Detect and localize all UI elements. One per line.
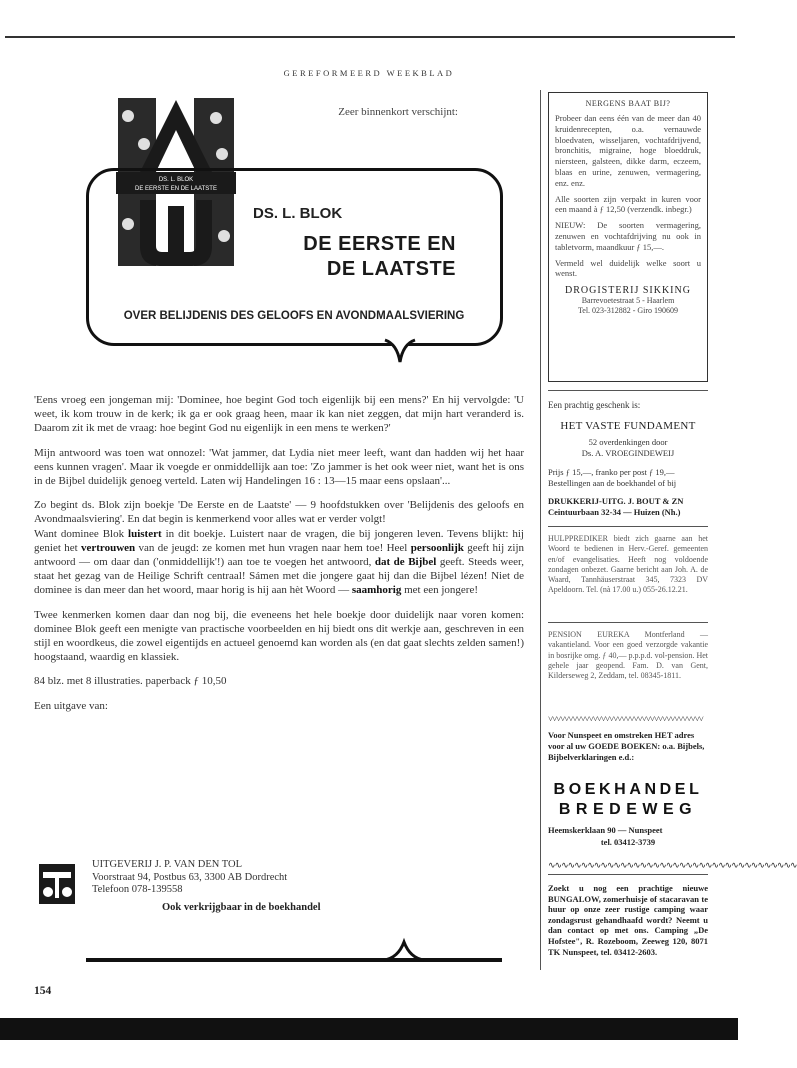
publisher-bout: DRUKKERIJ-UITG. J. BOUT & ZN Ceintuurbaan 32-34 — Huizen (Nh.): [548, 496, 684, 517]
speech-bubble-tail: [385, 340, 415, 362]
emphasis: dat de Bijbel: [374, 556, 437, 569]
boekhandel-phone: tel. 03412-3739: [600, 837, 656, 847]
paragraph: 'Eens vroeg een jongeman mij: 'Dominee, hoe begint God toch eigenlijk bij een mens?' En hij vervolgde: 'U weet, ik kom trouw in de kerk; ik ga er ook graag heen, maar ik kan niet zeggen, dat mijn hart veranderd is. Daarom zit ik met de vraag: hoe begint God nu eigenlijk in een mens te werken?': [34, 394, 524, 435]
page-number: 154: [34, 985, 52, 997]
bottom-bar: [0, 1018, 738, 1040]
book-title-vaste-fundament: HET VASTE FUNDAMENT: [560, 420, 696, 432]
paragraph-emphasis: Want dominee Blok luistert in dit boekje. Luistert naar de vragen, die bij jongeren leven. Tevens blijkt: hij geniet het vertrouwen van de jeugd: ze komen met hun vragen naar hem toe! Heel persoonlijk geeft hij zijn antwoord — om daar dan ('onmiddellijk'!) aan toe te voegen het antwoord, dat de Bijbel geeft. Steeds weer, staat het gezag van de Heilige Schrift centraal! Sámen met die jongere gaat hij dan die Bijbel lézen! Niet de dominee is dan meer dan het woord, maar horig is hij aan hèt Woord — saamhorig met een jongere!: [34, 527, 524, 597]
divider: [548, 622, 708, 623]
gift-intro: Een prachtig geschenk is:: [548, 400, 641, 410]
pension-ad: PENSION EUREKA Montferland — vakantieland. Voor een goed verzorgde vakantie in bosrijke omg. ƒ 40,— p.p.p.d. vol-pension. Het gehele jaar geopend. Fam. D. van Gent, Kilderseweg 2, Zeddam, tel. 08345-1811.: [548, 630, 708, 681]
book-info: 84 blz. met 8 illustraties. paperback ƒ 10,50: [34, 675, 227, 688]
column-divider: [540, 90, 541, 970]
also-available: Ook verkrijgbaar in de boekhandel: [162, 902, 321, 913]
price-text: Prijs ƒ 15,—, franko per post ƒ 19,— Bestellingen aan de boekhandel of bij: [548, 467, 677, 488]
paragraph: Mijn antwoord was toen wat onnozel: 'Wat jammer, dat Lydia niet meer leeft, want dan hadden wij het haar eens kunnen vragen'. Maar ik voegde er onmiddellijk aan toe: 'Zo jammer is het ook weer niet, want het is ons in de Bijbel duidelijk genoeg verteld. Laten wij Handelingen 16 : 13—15 maar eens opslaan'...: [34, 446, 524, 488]
drogisterij-ad: [548, 92, 708, 382]
publisher-logo: [37, 862, 77, 906]
ad-text: Probeer dan eens één van de meer dan 40 kruidenrecepten, o.a. vernauwde bloedvaten, wisseljaren, vochtafdrijvend, bronchitis, migraine, hoge bloeddruk, niersteen, galsteen, dikke darm, eczeem, blaas en urine, zenuwen, vermagering, enz. enz.: [555, 113, 701, 188]
publisher-block: [92, 859, 287, 897]
ad-heading: NERGENS BAAT BIJ?: [585, 99, 671, 108]
book-title-line2: DE LAATSTE: [326, 258, 456, 280]
ad-text: NIEUW: De soorten vermagering, zenuwen en vochtafdrijving nu ook in tabletvorm, maandkuur ƒ 15,—.: [555, 220, 701, 252]
coming-soon-text: Zeer binnenkort verschijnt:: [338, 106, 458, 118]
emphasis: vertrouwen: [81, 541, 136, 554]
nunspeet-ad: Voor Nunspeet en omstreken HET adres voor al uw GOEDE BOEKEN: o.a. Bijbels, Bijbelverklaringen e.d.:: [548, 730, 705, 762]
bungalow-ad: Zoekt u nog een prachtige nieuwe BUNGALOW, zomerhuisje of stacaravan te huur op onze zeer rustige camping waar zondagsrust gehandhaafd wordt? Neemt u dan contact op met ons. Camping „De Hofstee", R. Rozeboom, Zeeweg 120, 8071 TK Nunspeet, tel. 03412-2603.: [548, 883, 708, 957]
book-subtitle-block: 52 overdenkingen door Ds. A. VROEGINDEWEIJ: [581, 437, 675, 458]
emphasis: luistert: [128, 527, 162, 540]
ad-text: Vermeld wel duidelijk welke soort u wenst.: [555, 257, 701, 279]
uitgave-label: Een uitgave van:: [34, 699, 108, 712]
publisher-address: Voorstraat 94, Postbus 63, 3300 AB Dordrecht: [92, 871, 288, 883]
paragraph: Zo begint ds. Blok zijn boekje 'De Eerste en de Laatste' — 9 hoofdstukken over 'Belijdenis des geloofs en Avondmaalsviering'. En dat begin is kenmerkend voor alles wat er verder volgt!: [34, 499, 524, 526]
top-rule: [5, 36, 735, 38]
boekhandel-logo-line2: BREDEWEG: [558, 801, 698, 818]
shop-name: DROGISTERIJ SIKKING: [565, 285, 691, 297]
boekhandel-logo-line1: BOEKHANDEL: [553, 781, 703, 798]
publisher-name: UITGEVERIJ J. P. VAN DEN TOL: [92, 859, 243, 870]
masthead: GEREFORMEERD WEEKBLAD: [283, 68, 455, 78]
paragraph: Twee kenmerken komen daar dan nog bij, die eveneens het hele boekje door duidelijk naar voren komen: dominee Blok geeft een menigte van practische voorbeelden en hij biedt ons dit werkje aan, geschreven in een stijl en woordkeus, die zowel eigentijds en actueel genoemd kan worden als (en dat gaat slechts zelden samen!) hoogstaand, waardig en klassiek.: [34, 608, 524, 664]
divider: [548, 874, 708, 875]
boekhandel-address: Heemskerklaan 90 — Nunspeet: [548, 825, 663, 835]
ad-body-text: [34, 393, 524, 723]
publisher-phone: Telefoon 078-139558: [92, 884, 183, 895]
divider: [548, 390, 708, 391]
ad-text: Alle soorten zijn verpakt in kuren voor een maand à ƒ 12,50 (verzendk. inbegr.): [555, 193, 701, 215]
emphasis: saamhorig: [351, 584, 402, 597]
cover-title-text: DE EERSTE EN DE LAATSTE: [135, 186, 217, 192]
book-title-line1: DE EERSTE EN: [303, 233, 456, 255]
book-subtitle: OVER BELIJDENIS DES GELOOFS EN AVONDMAALSVIERING: [123, 310, 465, 322]
cover-author-text: DS. L. BLOK: [158, 177, 194, 183]
decorative-divider: ˅˅˅˅˅˅˅˅˅˅˅˅˅˅˅˅˅˅˅˅˅˅˅˅˅˅˅˅˅˅˅˅˅˅˅˅˅˅: [548, 714, 703, 724]
shop-phone: Tel. 023-312882 - Giro 190609: [577, 306, 679, 316]
decorative-divider: ∿∿∿∿∿∿∿∿∿∿∿∿∿∿∿∿∿∿∿∿∿∿∿∿∿∿∿∿∿∿∿∿∿∿∿∿∿∿: [548, 860, 797, 870]
hulpprediker-ad: HULPPREDIKER biedt zich gaarne aan het Woord te bedienen in Herv.-Geref. gemeenten en/of evangelisaties. Heeft nog voldoende zondagen onbezet. Gaarne bericht aan Joh. A. de Waard, Tannhäuserstraat 345, 7323 DV Apeldoorn. Tel. (nà 17.00 u.) 055-26.12.21.: [548, 534, 708, 595]
ad-bottom-rule: [86, 958, 502, 962]
shop-address: Barrevoetestraat 5 - Haarlem: [581, 296, 675, 306]
emphasis: persoonlijk: [410, 541, 464, 554]
boekhandel-address-block: [548, 824, 708, 848]
divider: [548, 526, 708, 527]
ad-bottom-flourish: [384, 942, 424, 962]
book-author: DS. L. BLOK: [253, 205, 343, 222]
